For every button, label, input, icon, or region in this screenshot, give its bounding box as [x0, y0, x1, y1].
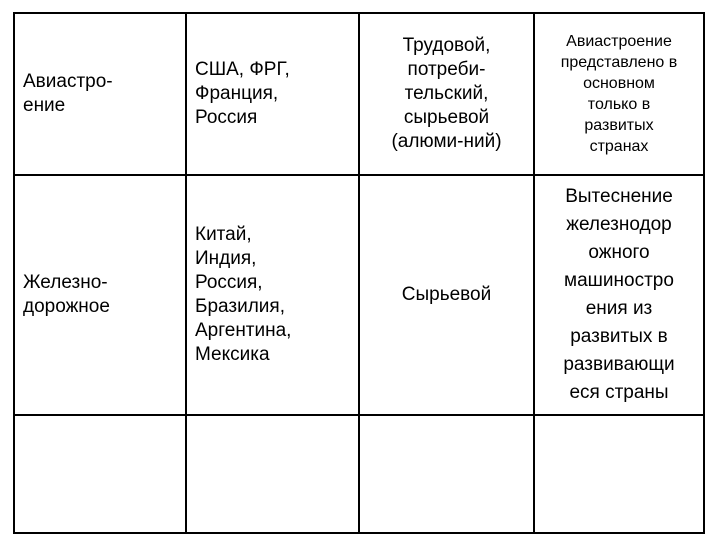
table-row: [14, 415, 704, 533]
cell-industry: Авиастро- ение: [14, 13, 186, 175]
industry-table: [13, 12, 705, 534]
cell-note: Вытеснение железнодор ожного машиностро ения из развитых в развивающи еся страны: [534, 175, 704, 415]
cell-industry: Железно- дорожное: [14, 175, 186, 415]
cell-factor: [359, 415, 534, 533]
cell-countries: США, ФРГ, Франция, Россия: [186, 13, 359, 175]
cell-industry: [14, 415, 186, 533]
cell-countries: [186, 415, 359, 533]
table-row: [14, 13, 704, 175]
cell-countries: Китай, Индия, Россия, Бразилия, Аргентина, Мексика: [186, 175, 359, 415]
table-row: [14, 175, 704, 415]
cell-factor: Сырьевой: [359, 175, 534, 415]
cell-factor: Трудовой, потреби- тельский, сырьевой (алюми-ний): [359, 13, 534, 175]
cell-note: Авиастроение представлено в основном только в развитых странах: [534, 13, 704, 175]
cell-note: [534, 415, 704, 533]
